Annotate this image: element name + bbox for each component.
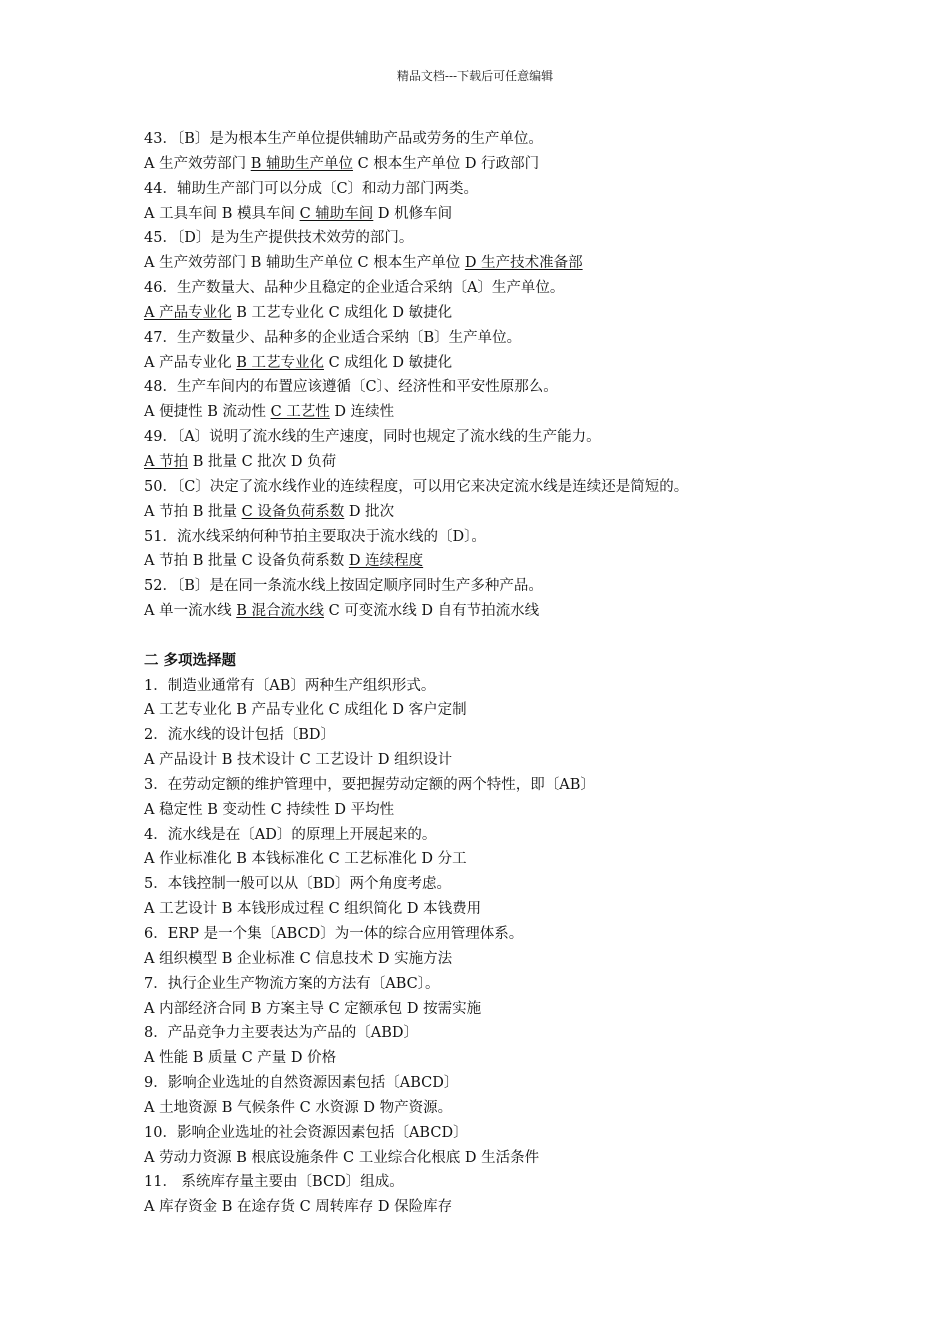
options-line xyxy=(144,549,824,574)
option-text: A 生产效劳部门 xyxy=(144,155,251,172)
options-line: A 土地资源 B 气候条件 C 水资源 D 物产资源。 xyxy=(144,1099,453,1116)
options-line: A 库存资金 B 在途存货 C 周转库存 D 保险库存 xyxy=(144,1199,453,1216)
question-text: 49．〔A〕说明了流水线的生产速度，同时也规定了流水线的生产能力。 xyxy=(144,429,601,446)
answer-underlined: A 产品专业化 xyxy=(144,304,232,321)
options-line: A 作业标准化 B 本钱标准化 C 工艺标准化 D 分工 xyxy=(144,851,467,868)
options-line xyxy=(144,450,824,475)
question-text: 3．在劳动定额的维护管理中，要把握劳动定额的两个特性，即〔AB〕 xyxy=(144,776,595,793)
options-line xyxy=(144,351,824,376)
options-line: A 产品设计 B 技术设计 C 工艺设计 D 组织设计 xyxy=(144,752,453,769)
options-line xyxy=(144,400,824,425)
section-title: 二 多项选择题 xyxy=(144,652,237,669)
options-line xyxy=(144,301,824,326)
option-text: C 可变流水线 D 自有节拍流水线 xyxy=(323,603,540,620)
section-spacer xyxy=(144,624,824,649)
option-text: C 成组化 D 敏捷化 xyxy=(323,354,453,371)
options-line xyxy=(144,599,824,624)
option-text: A 生产效劳部门 B 辅助生产单位 C 根本生产单位 xyxy=(144,255,465,272)
options-line xyxy=(144,500,824,525)
page-header: 精品文档---下载后可任意编辑 xyxy=(396,69,554,83)
single-choice-section xyxy=(144,127,824,624)
answer-underlined: B 工艺专业化 xyxy=(236,354,324,371)
question-text: 45．〔D〕是为生产提供技术效劳的部门。 xyxy=(144,230,414,247)
answer-underlined: C 设备负荷系数 xyxy=(241,503,345,520)
question-text: 2．流水线的设计包括〔BD〕 xyxy=(144,727,336,744)
question-text: 6．ERP 是一个集〔ABCD〕为一体的综合应用管理体系。 xyxy=(144,926,524,942)
answer-underlined: A 节拍 xyxy=(144,453,189,470)
question-text: 1．制造业通常有〔AB〕两种生产组织形式。 xyxy=(144,677,436,694)
question-text: 48．生产车间内的布置应该遵循〔C〕、经济性和平安性原那么。 xyxy=(144,379,558,396)
question-text: 10．影响企业选址的社会资源因素包括〔ABCD〕 xyxy=(144,1124,468,1141)
multi-choice-section xyxy=(144,674,824,1221)
question-text: 50．〔C〕决定了流水线作业的连续程度，可以用它来决定流水线是连续还是简短的。 xyxy=(144,478,689,495)
options-line: A 性能 B 质量 C 产量 D 价格 xyxy=(144,1050,337,1067)
answer-underlined: D 生产技术准备部 xyxy=(464,255,583,272)
option-text: A 产品专业化 xyxy=(144,354,237,371)
option-text: A 节拍 B 批量 xyxy=(144,503,242,520)
question-text: 44．辅助生产部门可以分成〔C〕和动力部门两类。 xyxy=(144,180,479,197)
options-line: A 工艺专业化 B 产品专业化 C 成组化 D 客户定制 xyxy=(144,702,467,719)
option-text: B 工艺专业化 C 成组化 D 敏捷化 xyxy=(231,304,453,321)
answer-underlined: D 连续程度 xyxy=(348,553,424,570)
answer-underlined: C 工艺性 xyxy=(270,404,330,421)
question-text: 9．影响企业选址的自然资源因素包括〔ABCD〕 xyxy=(144,1075,459,1092)
options-line: A 组织模型 B 企业标准 C 信息技术 D 实施方法 xyxy=(144,950,453,967)
question-text: 52．〔B〕是在同一条流水线上按固定顺序同时生产多种产品。 xyxy=(144,578,543,595)
options-line: A 工艺设计 B 本钱形成过程 C 组织简化 D 本钱费用 xyxy=(144,901,482,918)
question-text: 8．产品竞争力主要表达为产品的〔ABD〕 xyxy=(144,1025,418,1042)
option-text: D 连续性 xyxy=(329,404,395,421)
question-text: 51．流水线采纳何种节拍主要取决于流水线的〔D〕。 xyxy=(144,528,486,545)
answer-underlined: B 辅助生产单位 xyxy=(250,155,353,172)
option-text: A 节拍 B 批量 C 设备负荷系数 xyxy=(144,553,349,570)
options-line xyxy=(144,152,824,177)
question-text: 7．执行企业生产物流方案的方法有〔ABC〕。 xyxy=(144,975,440,992)
option-text: C 根本生产单位 D 行政部门 xyxy=(352,155,540,172)
question-text: 47．生产数量少、品种多的企业适合采纳〔B〕生产单位。 xyxy=(144,329,522,346)
answer-underlined: C 辅助车间 xyxy=(299,205,374,222)
question-text: 11． 系统库存量主要由〔BCD〕组成。 xyxy=(144,1174,404,1191)
question-text: 5．本钱控制一般可以从〔BD〕两个角度考虑。 xyxy=(144,876,452,893)
question-text: 43．〔B〕是为根本生产单位提供辅助产品或劳务的生产单位。 xyxy=(144,131,543,147)
document-body xyxy=(144,127,824,1220)
option-text: B 批量 C 批次 D 负荷 xyxy=(188,453,337,470)
options-line xyxy=(144,251,824,276)
option-text: A 便捷性 B 流动性 xyxy=(144,404,271,421)
options-line: A 稳定性 B 变动性 C 持续性 D 平均性 xyxy=(144,801,395,818)
options-line: A 劳动力资源 B 根底设施条件 C 工业综合化根底 D 生活条件 xyxy=(144,1149,540,1166)
option-text: A 单一流水线 xyxy=(144,603,237,620)
options-line xyxy=(144,202,824,227)
question-text: 4．流水线是在〔AD〕的原理上开展起来的。 xyxy=(144,826,437,843)
answer-underlined: B 混合流水线 xyxy=(236,603,324,620)
options-line: A 内部经济合同 B 方案主导 C 定额承包 D 按需实施 xyxy=(144,1000,482,1017)
option-text: D 机修车间 xyxy=(373,205,453,222)
option-text: D 批次 xyxy=(344,503,395,520)
option-text: A 工具车间 B 模具车间 xyxy=(144,205,300,222)
question-text: 46．生产数量大、品种少且稳定的企业适合采纳〔A〕生产单位。 xyxy=(144,280,565,297)
